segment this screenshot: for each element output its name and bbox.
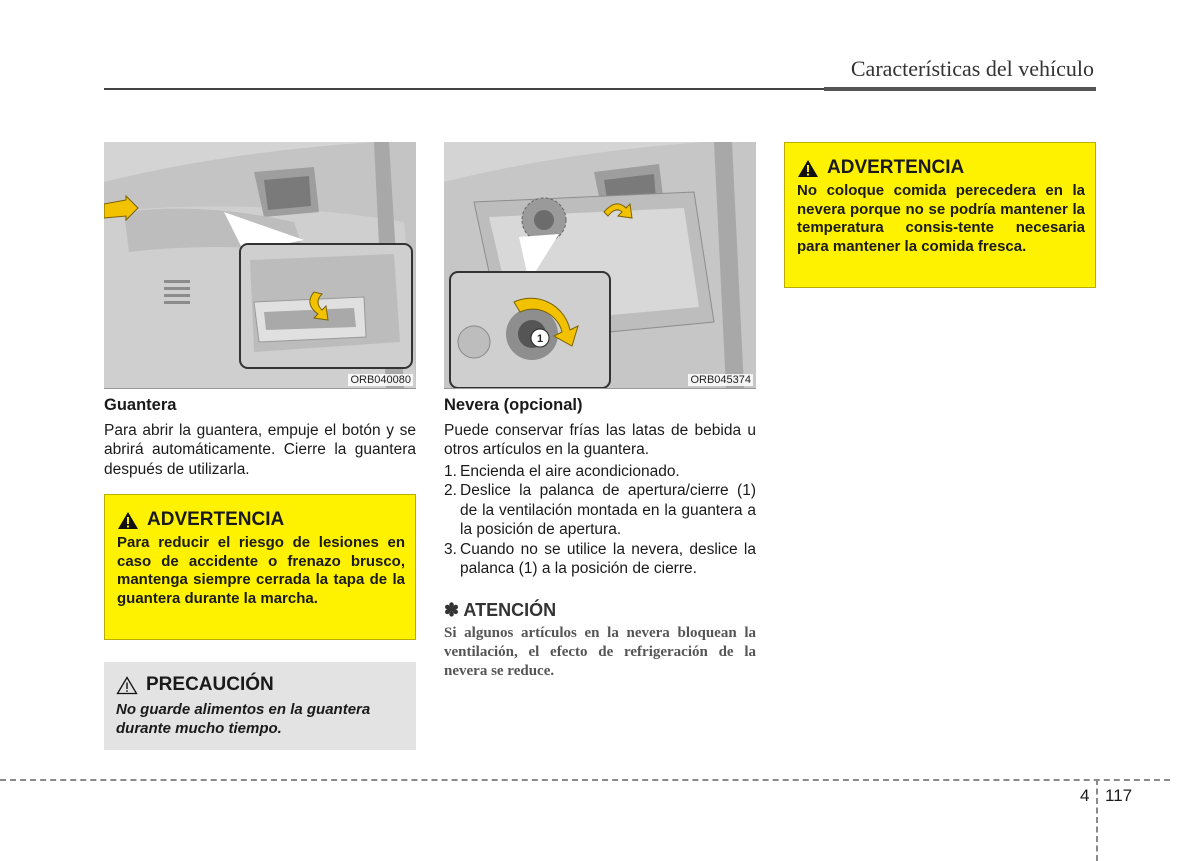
chapter-number: 4 xyxy=(1080,786,1090,805)
step-text: Deslice la palanca de apertura/cierre (1) de la ventilación montada en la guantera a la posición de apertura. xyxy=(460,482,756,538)
caution-title-row xyxy=(116,674,404,696)
page-header-title: Características del vehículo xyxy=(850,56,1094,81)
warning-box-glovebox xyxy=(104,494,416,640)
glovebox-text: Para abrir la guantera, empuje el botón y se abrirá automáticamente. Cierre la guantera después de utilizarla. xyxy=(104,421,416,478)
warning-title: ADVERTENCIA xyxy=(827,157,965,178)
attention-title: ✽ ATENCIÓN xyxy=(444,599,557,620)
caution-box xyxy=(104,662,416,750)
warning-triangle-icon xyxy=(117,511,139,530)
cooler-intro: Puede conservar frías las latas de bebida u otros artículos en la guantera. xyxy=(444,421,756,458)
glovebox-illustration xyxy=(104,142,416,388)
warning-box-cooler xyxy=(784,142,1096,288)
glovebox-section xyxy=(104,396,416,479)
cooling-vent-illustration xyxy=(444,142,756,388)
list-item xyxy=(444,540,756,579)
warning-triangle-icon xyxy=(797,159,819,178)
caution-text: No guarde alimentos en la guantera durante mucho tiempo. xyxy=(116,701,371,737)
step-text: Encienda el aire acondicionado. xyxy=(460,462,680,480)
figure-code: ORB045374 xyxy=(690,374,751,386)
step-number: 1. xyxy=(444,462,457,480)
warning-text: Para reducir el riesgo de lesiones en caso de accidente o frenazo brusco, mantenga siempre cerrada la tapa de la guantera durante la marcha. xyxy=(117,534,405,607)
attention-text: Si algunos artículos en la nevera bloquean la ventilación, el efecto de refrigeración de la nevera se reduce. xyxy=(444,625,756,679)
footer-divider xyxy=(1096,779,1098,861)
warning-title-row xyxy=(117,509,405,531)
cooler-section xyxy=(444,396,756,681)
glovebox-heading: Guantera xyxy=(104,396,177,414)
step-number: 2. xyxy=(444,482,457,499)
caution-triangle-icon xyxy=(116,676,138,695)
cooler-steps xyxy=(444,462,756,579)
page-number: 117 xyxy=(1105,786,1133,805)
step-text: Cuando no se utilice la nevera, deslice la palanca (1) a la posición de cierre. xyxy=(460,540,756,577)
caution-title: PRECAUCIÓN xyxy=(146,674,274,695)
list-item xyxy=(444,462,756,482)
footer-rule xyxy=(0,779,1170,781)
warning-title: ADVERTENCIA xyxy=(147,509,285,530)
figure-code: ORB040080 xyxy=(350,374,411,386)
cooler-heading: Nevera (opcional) xyxy=(444,396,583,414)
glovebox-figure xyxy=(104,142,416,389)
callout-marker-1: 1 xyxy=(536,333,544,345)
warning-title-row xyxy=(797,157,1085,179)
list-item xyxy=(444,481,756,540)
warning-text: No coloque comida perecedera en la nevera porque no se podría mantener la temperatura consis-tente necesaria para mantener la comida fresca. xyxy=(797,182,1085,255)
step-number: 3. xyxy=(444,540,457,558)
cooler-figure xyxy=(444,142,756,389)
header-rule-accent xyxy=(824,87,1096,91)
